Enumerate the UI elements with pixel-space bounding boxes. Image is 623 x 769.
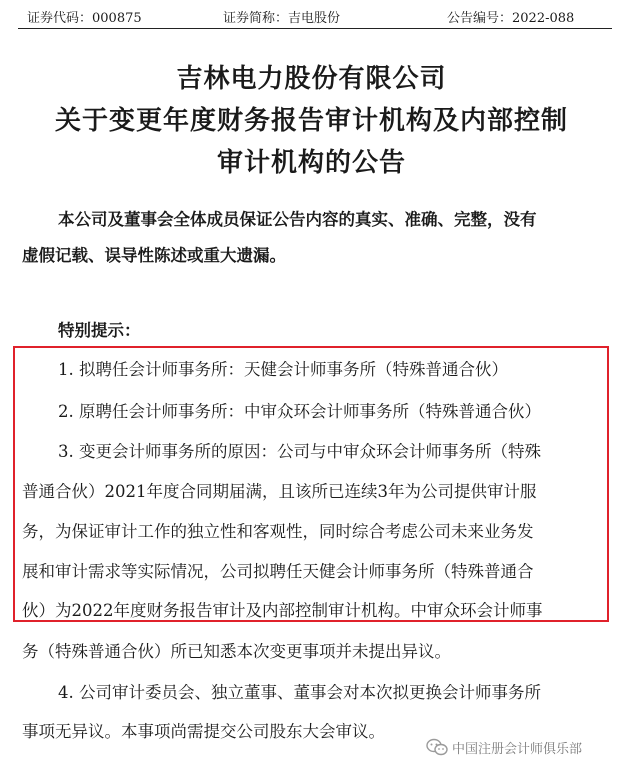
watermark-text: 中国注册会计师俱乐部 [452, 741, 583, 757]
stock-code: 证券代码：000875 [27, 11, 142, 26]
notice-item-2: 2. 原聘任会计师事务所：中审众环会计师事务所（特殊普通合伙） [58, 402, 541, 421]
wechat-icon [426, 738, 448, 756]
notice-item-3-line4: 展和审计需求等实际情况，公司拟聘任天健会计师事务所（特殊普通合 [22, 562, 534, 581]
notice-item-3-line5: 伙）为2022年度财务报告审计及内部控制审计机构。中审众环会计师事 [22, 601, 543, 620]
watermark [426, 734, 582, 760]
title-subject-line1: 关于变更年度财务报告审计机构及内部控制 [54, 106, 568, 136]
stock-short-name: 证券简称：吉电股份 [223, 11, 341, 26]
notice-item-3-line1: 3. 变更会计师事务所的原因：公司与中审众环会计师事务所（特殊 [58, 442, 541, 461]
header-divider [18, 28, 612, 29]
notice-item-3-line3: 务，为保证审计工作的独立性和客观性，同时综合考虑公司未来业务发 [22, 522, 534, 541]
notice-item-4-line1: 4. 公司审计委员会、独立董事、董事会对本次拟更换会计师事务所 [58, 683, 541, 702]
notice-item-4-line2: 事项无异议。本事项尚需提交公司股东大会审议。 [22, 722, 385, 741]
statement-line2: 虚假记载、误导性陈述或重大遗漏。 [22, 246, 286, 265]
announcement-number: 公告编号：2022-088 [447, 11, 575, 26]
statement-line1: 本公司及董事会全体成员保证公告内容的真实、准确、完整，没有 [58, 210, 537, 229]
notice-item-3-line2: 普通合伙）2021年度合同期届满，且该所已连续3年为公司提供审计服 [22, 482, 537, 501]
announcement-header [0, 0, 623, 30]
notice-item-3-line6: 务（特殊普通合伙）所已知悉本次变更事项并未提出异议。 [22, 642, 451, 661]
title-subject-line2: 审计机构的公告 [216, 148, 406, 178]
special-notice-heading: 特别提示： [58, 321, 141, 340]
title-company: 吉林电力股份有限公司 [176, 64, 447, 94]
notice-item-1: 1. 拟聘任会计师事务所：天健会计师事务所（特殊普通合伙） [58, 360, 508, 379]
